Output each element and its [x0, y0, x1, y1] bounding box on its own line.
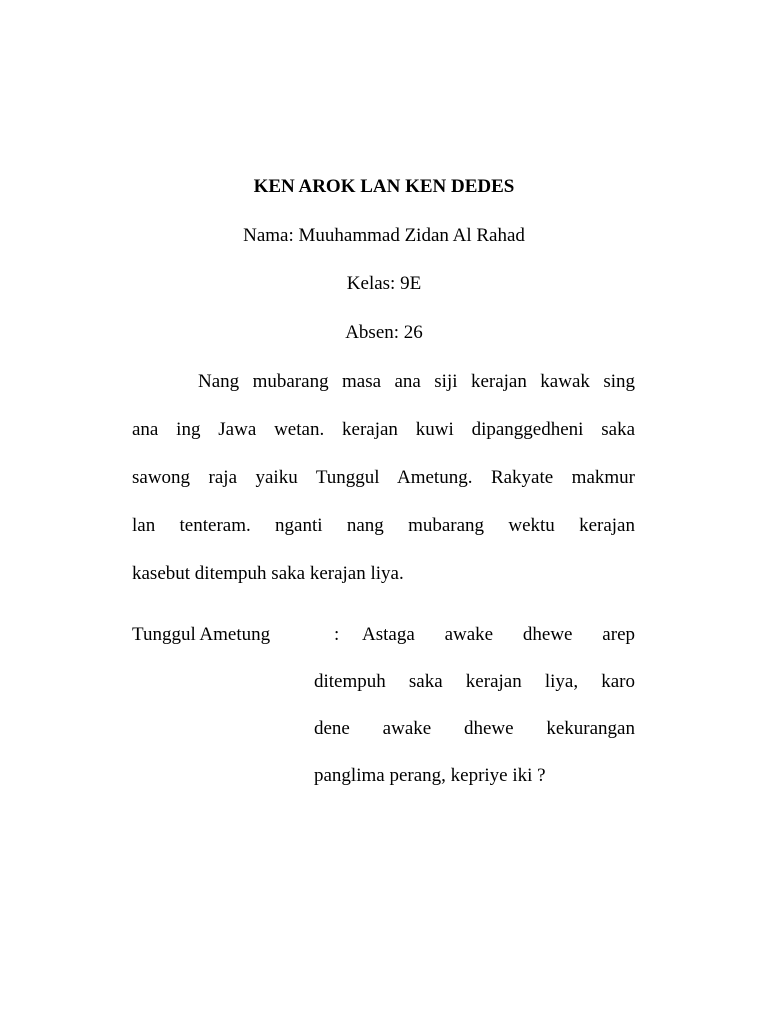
paragraph-line: Nang mubarang masa ana siji kerajan kawak sing [198, 371, 635, 392]
student-absen: Absen: 26 [345, 322, 423, 343]
student-class: Kelas: 9E [346, 273, 422, 294]
document-title: KEN AROK LAN KEN DEDES [253, 176, 515, 197]
narrative-paragraph [132, 370, 635, 610]
dialog-text [314, 623, 635, 811]
paragraph-line: sawong raja yaiku Tunggul Ametung. Rakyate makmur [132, 467, 635, 488]
dialog-line: dene awake dhewe kekurangan [314, 718, 635, 739]
dialog-colon: : [334, 624, 340, 645]
dialog-line: Astaga awake dhewe arep [362, 624, 635, 645]
paragraph-line: kasebut ditempuh saka kerajan liya. [132, 563, 404, 584]
dialog-line: ditempuh saka kerajan liya, karo [314, 671, 635, 692]
dialog-line: panglima perang, kepriye iki ? [314, 765, 546, 786]
dialog-speaker: Tunggul Ametung [132, 624, 271, 645]
paragraph-line: ana ing Jawa wetan. kerajan kuwi dipanggedheni saka [132, 419, 635, 440]
student-name: Nama: Muuhammad Zidan Al Rahad [243, 225, 525, 246]
paragraph-line: lan tenteram. nganti nang mubarang wektu kerajan [132, 515, 635, 536]
